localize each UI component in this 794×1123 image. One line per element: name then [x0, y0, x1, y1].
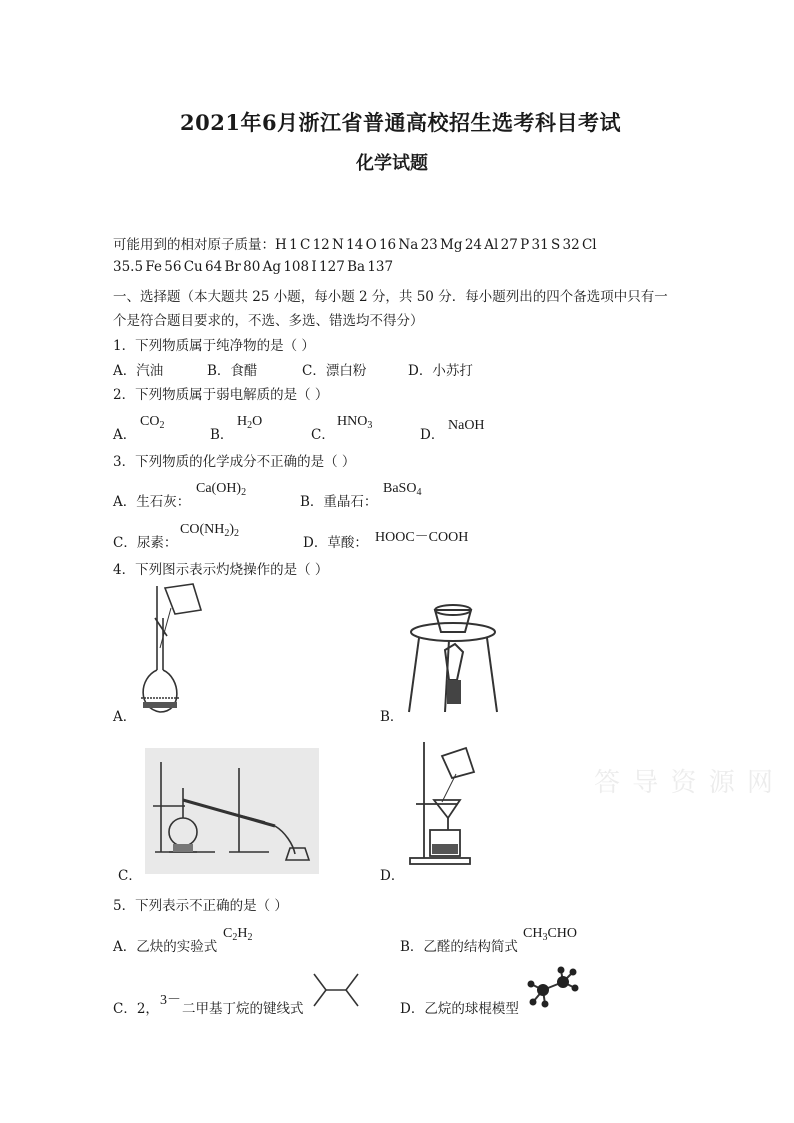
skeletal-formula-icon — [312, 972, 360, 1008]
question-3-stem: 3．下列物质的化学成分不正确的是（ ） — [113, 454, 356, 470]
question-3-formula-d: HOOC－COOH — [375, 530, 469, 545]
atomic-masses-line1: 可能用到的相对原子质量：H 1 C 12 N 14 O 16 Na 23 Mg 24 Al 27 P 31 S 32 Cl — [113, 237, 597, 253]
question-3-option-b: B．重晶石： — [300, 494, 378, 510]
question-5-formula-b: $CH_3CHO$ — [523, 926, 578, 943]
question-5-formula-a: $C_2H_2$ — [223, 926, 253, 943]
question-4-option-a: A． — [113, 709, 137, 725]
question-1-option-c: C．漂白粉 — [302, 363, 367, 379]
question-4-option-d: D． — [380, 868, 405, 884]
atomic-masses-line2: 35.5 Fe 56 Cu 64 Br 80 Ag 108 I 127 Ba 137 — [113, 259, 394, 275]
figure-b-crucible-tripod — [405, 580, 505, 715]
question-1-stem: 1．下列物质属于纯净物的是（ ） — [113, 338, 315, 354]
question-2-option-c: C． — [311, 427, 335, 443]
question-5-option-c: C．2， — [113, 1001, 159, 1017]
question-3-formula-c: $CO(NH_2)_2$ — [180, 522, 240, 539]
question-1-option-a: A．汽油 — [113, 363, 164, 379]
question-5-option-c-locant: 3－ — [160, 993, 181, 1008]
section-heading-line2: 个是符合题目要求的，不选、多选、错选均不得分） — [113, 313, 424, 329]
question-5-option-a: A．乙炔的实验式 — [113, 939, 218, 955]
question-5-option-c-name: 二甲基丁烷的键线式 — [182, 1001, 304, 1017]
figure-a-volumetric-flask — [135, 578, 225, 718]
figure-d-filtration — [408, 738, 492, 866]
question-2-formula-d: NaOH — [448, 418, 485, 433]
question-2-formula-b: $H_2O$ — [237, 414, 263, 431]
question-5-option-d: D．乙烷的球棍模型 — [400, 1001, 519, 1017]
question-3-option-a: A．生石灰： — [113, 494, 191, 510]
question-5-option-b: B．乙醛的结构简式 — [400, 939, 518, 955]
ball-and-stick-model-icon — [525, 964, 583, 1010]
section-heading-line1: 一、选择题（本大题共 25 小题，每小题 2 分，共 50 分．每小题列出的四个备选项中只有一 — [113, 289, 668, 305]
question-1-option-d: D．小苏打 — [408, 363, 473, 379]
question-2-option-d: D． — [420, 427, 445, 443]
question-3-option-d: D．草酸： — [303, 535, 368, 551]
question-3-formula-b: BaSO$_4$ — [383, 481, 422, 498]
question-4-stem: 4．下列图示表示灼烧操作的是（ ） — [113, 562, 329, 578]
question-5-stem: 5．下列表示不正确的是（ ） — [113, 898, 288, 914]
figure-c-distillation — [145, 748, 319, 874]
question-2-option-b: B． — [210, 427, 234, 443]
question-2-formula-a: $CO_2$ — [140, 414, 165, 431]
question-2-formula-c: $HNO_3$ — [337, 414, 373, 431]
question-2-option-a: A． — [113, 427, 137, 443]
watermark-text: 答 导 资 源 网 — [594, 768, 776, 798]
question-3-option-c: C．尿素： — [113, 535, 178, 551]
question-4-option-b: B． — [380, 709, 404, 725]
question-4-option-c: C． — [118, 868, 142, 884]
question-3-formula-a: $Ca(OH)_2$ — [196, 481, 247, 498]
question-2-stem: 2．下列物质属于弱电解质的是（ ） — [113, 387, 329, 403]
question-1-option-b: B．食醋 — [207, 363, 258, 379]
page-subtitle: 化学试题 — [356, 153, 428, 174]
page-title: 2021年6月浙江省普通高校招生选考科目考试 — [180, 110, 622, 135]
